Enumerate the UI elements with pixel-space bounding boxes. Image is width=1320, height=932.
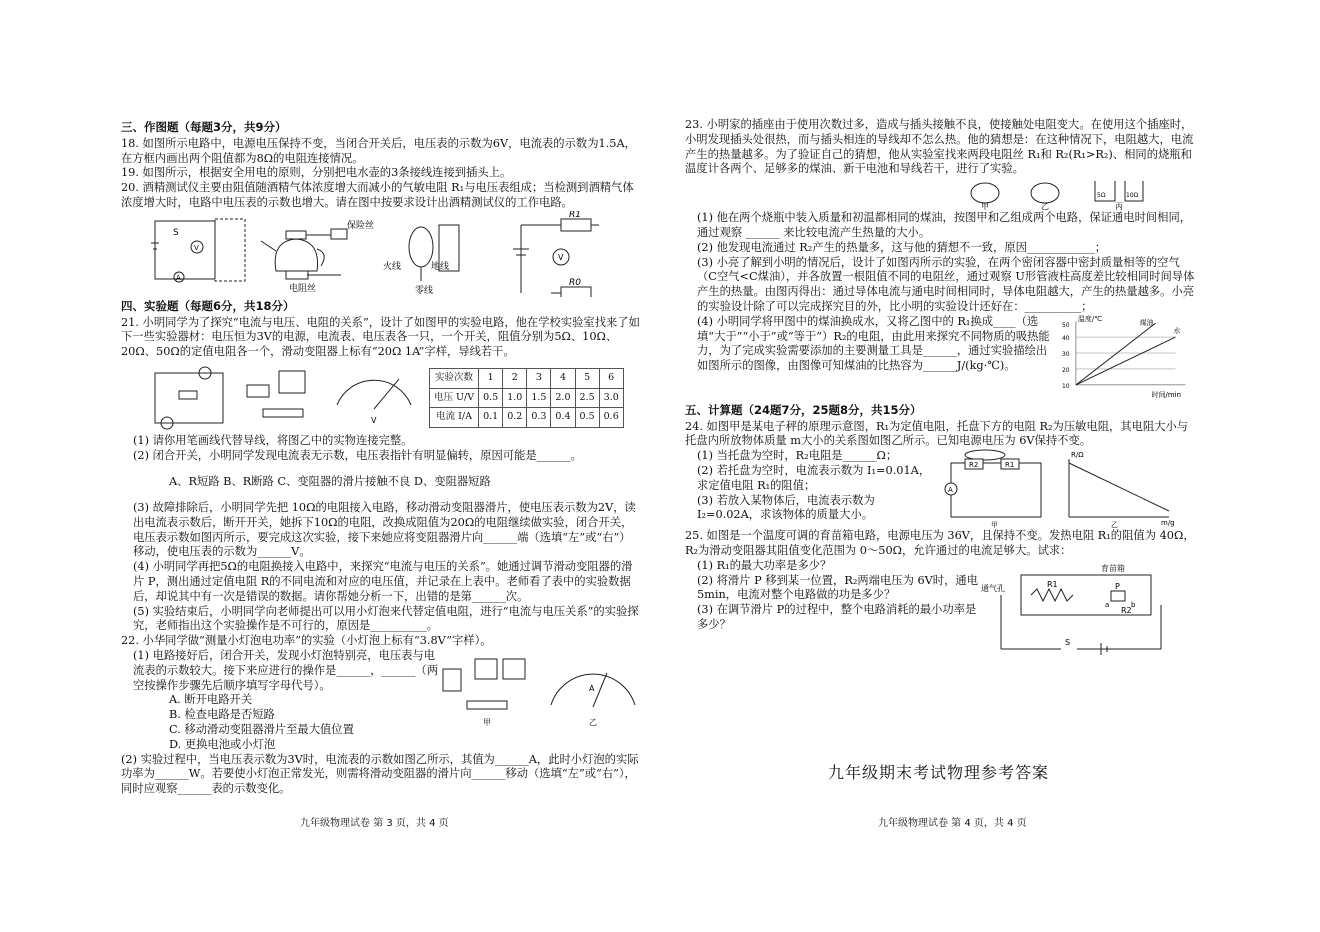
table-cell: 2.5	[575, 388, 599, 408]
table-cell: 实验次数	[430, 368, 479, 388]
table-cell: 2	[503, 368, 527, 388]
fuse-label: 保险丝	[347, 220, 375, 231]
data-table	[429, 368, 624, 428]
footer-left: 九年级物理试卷 第 3 页，共 4 页	[300, 818, 449, 829]
question-21-5: (5) 实验结束后，小明同学向老师提出可以用小灯泡来代替定值电阻，进行“电流与电压关系”的实验探究，老师指出这个实验操作是不可行的，原因是__________。	[133, 604, 639, 633]
question-23: 23. 小明家的插座由于使用次数过多，造成与插头接触不良，使接触处电阻变大。在使用这个插座时，小明发现插头处很热，而与插头相连的导线却不怎么热。他的猜想是：在这种情况下，电阻越大，电流产生的热量越多。为了验证自己的猜想，他从实验室找来两段电阻丝 R₁和 R₂(R₁>R₂)、相同的烧瓶和温度计各两个、足够多的煤油、新干电池和导线若干，进行了实验。	[685, 118, 1194, 176]
q24-block	[685, 449, 1195, 529]
switch-label: S	[1065, 637, 1071, 647]
table-cell: 电流 I/A	[430, 408, 479, 428]
right-page	[685, 118, 1195, 659]
section-5-title: 五、计算题（24题7分，25题8分，共15分）	[685, 402, 922, 417]
footer-right: 九年级物理试卷 第 4 页，共 4 页	[878, 818, 1027, 829]
table-cell: 1.5	[527, 388, 551, 408]
x-axis-label: 时间/min	[1151, 390, 1181, 399]
question-25-1: (1) R₁的最大功率是多少？	[697, 558, 832, 572]
y-tick: 50	[1061, 321, 1070, 329]
question-23-2: (2) 他发现电流通过 R₂产生的热量多，这与他的猜想不一致，原因____________；	[697, 240, 1107, 254]
question-22-1: (1) 电路接好后，闭合开关，发现小灯泡特别亮，电压表与电流表的示数较大。接下来应进行的操作是______，______（两空按操作步骤先后顺序填写字母代号）。	[133, 648, 439, 692]
q24-figures	[941, 449, 1181, 529]
fig-label: 丙	[1115, 202, 1123, 212]
terminal-a-label: a	[1105, 600, 1110, 609]
table-cell: 电压 U/V	[430, 388, 479, 408]
table-cell: 0.5	[575, 408, 599, 428]
question-25-3: (3) 在调节滑片 P的过程中，整个电路消耗的最小功率是多少？	[697, 603, 977, 631]
resistor-10-ohm: 10Ω	[1126, 192, 1139, 200]
y-axis-label: 温度/℃	[1077, 314, 1102, 323]
question-25-2: (2) 将滑片 P 移到某一位置，R₂两端电压为 6V时，通电 5min，电流对整个电路做的功是多少？	[697, 573, 978, 602]
question-21-4: (4) 小明同学再把5Ω的电阻换接入电路中，来探究“电流与电压的关系”。她通过调节滑动变阻器的滑片 P，测出通过定值电阻 R的不同电流和对应的电压值，并记录在上表中。老师看了表中的实验数据后，却说其中有一次是错误的数据。请你帮她分析一下，出错的是第______次。	[133, 560, 633, 603]
table-row	[430, 408, 624, 428]
q22-block	[121, 649, 641, 753]
q20-circuit	[513, 219, 599, 297]
fig-yi-label: 乙	[1111, 521, 1118, 530]
kettle-icon	[261, 229, 347, 279]
question-21-2: (2) 闭合开关，小明同学发现电流表无示数，电压表指针有明显偏转，原因可能是______。	[133, 448, 582, 462]
table-cell: 0.1	[479, 408, 503, 428]
y-tick: 30	[1061, 350, 1070, 358]
option-d: D. 更换电池或小灯泡	[169, 737, 276, 751]
vent-label: 通气孔	[981, 583, 1005, 593]
fig-label: 乙	[1041, 202, 1049, 212]
table-cell: 0.4	[551, 408, 575, 428]
table-row	[430, 388, 624, 408]
left-page	[121, 118, 641, 797]
q21-figures-row	[149, 362, 641, 434]
slider-p-label: P	[1115, 581, 1120, 591]
y-tick: 40	[1061, 334, 1070, 342]
q21-apparatus-diagram	[239, 365, 319, 431]
q20-voltmeter-label: V	[558, 252, 564, 262]
heater-wire-label: 电阻丝	[289, 283, 317, 294]
question-23-1: (1) 他在两个烧瓶中装入质量和初温都相同的煤油，按图甲和乙组成两个电路，保证通电时间相同，通过观察 ______ 来比较电流产生热量的大小。	[697, 211, 1192, 239]
r1-label: R1	[1047, 579, 1058, 589]
option-a: A. 断开电路开关	[169, 693, 253, 707]
voltmeter-dial-icon	[329, 365, 419, 431]
q22-text-column	[121, 649, 439, 753]
table-cell: 3.0	[599, 388, 623, 408]
question-24-2: (2) 若托盘为空时，电流表示数为 I₁=0.01A，求定值电阻 R₁的阻值；	[697, 463, 931, 492]
r1-label: R1	[1005, 461, 1015, 470]
table-cell: 4	[551, 368, 575, 388]
fig-yi-label: 乙	[589, 717, 597, 727]
kerosene-label: 煤油	[1139, 318, 1154, 327]
mass-axis-label: m/g	[1161, 519, 1175, 528]
ammeter-dial-label: A	[589, 683, 595, 693]
question-18: 18. 如图所示电路中，电源电压保持不变，当闭合开关后，电压表的示数为6V，电流表的示数为1.5A，在方框内画出两个阻值都为8Ω的电阻连接情况。	[121, 136, 636, 165]
q25-text-column	[685, 559, 981, 659]
r2-label: R2	[969, 461, 979, 470]
plug-socket-icon	[409, 225, 459, 281]
r0-label: R0	[569, 277, 581, 288]
table-cell: 5	[575, 368, 599, 388]
question-22-2: (2) 实验过程中，当电压表示数为3V时，电流表的示数如图乙所示，其值为______A，此时小灯泡的实际功率为______W。若要使小灯泡正常发光，则需将滑动变阻器的滑片向______移动（选填“左”或“右”），同时应观察______表的示数变化。	[121, 752, 639, 796]
question-23-4: (4) 小明同学将甲图中的煤油换成水，又将乙图中的 R₁换成____（选填“大于”“小于”或“等于”）R₂的电阻，由此用来探究不同物质的吸热能力，为了完成实验需要添加的主要测量工具是______，通过实验描绘出如图所示的图像，由图像可知煤油的比热容为______J/(kg·℃)。	[697, 314, 1050, 373]
switch-label: S	[173, 227, 179, 238]
question-22: 22. 小华同学做“测量小灯泡电功率”的实验（小灯泡上标有“3.8V”字样）。	[121, 634, 492, 648]
q23-4-block	[685, 315, 1195, 401]
table-cell: 1	[479, 368, 503, 388]
r2-label: R2	[1121, 605, 1132, 615]
ammeter-label: A	[176, 273, 181, 282]
question-24: 24. 如图甲是某电子秤的原理示意图，R₁为定值电阻，托盘下方的电阻 R₂为压敏电阻，其电阻大小与托盘内所放物体质量 m大小的关系图如图乙所示。已知电源电压为 6V保持不变。	[685, 419, 1189, 448]
seedling-box-label: 育苗箱	[1101, 563, 1125, 573]
voltmeter-label: V	[194, 243, 199, 252]
section-4-title: 四、实验题（每题6分，共18分）	[121, 298, 295, 313]
question-21: 21. 小明同学为了探究“电流与电压、电阻的关系”，设计了如图甲的实验电路，他在学校实验室找来了如下一些实验器材：电压恒为3V的电源，电流表、电压表各一只，一个开关，阻值分别为5Ω、10Ω、20Ω、50Ω的定值电阻各一个，滑动变阻器上标有“20Ω 1A”字样，导线若干。	[121, 315, 640, 359]
table-header-row	[430, 368, 624, 388]
question-21-2-options: A、R短路 B、R断路 C、变阻器的滑片接触不良 D、变阻器短路	[169, 474, 491, 488]
question-20: 20. 酒精测试仪主要由阻值随酒精气体浓度增大而减小的气敏电阻 R₁与电压表组成；当检测到酒精气体浓度增大时，电路中电压表的示数也增大。请在图中按要求设计出酒精测试仪的工作电路。	[121, 181, 634, 209]
table-cell: 0.5	[479, 388, 503, 408]
voltmeter-unit: V	[371, 415, 377, 425]
option-b: B. 检查电路是否短路	[169, 708, 275, 722]
question-24-3: (3) 若放入某物体后，电流表示数为 I₂=0.02A，求该物体的质量大小。	[697, 493, 875, 522]
section-3-title: 三、作图题（每题3分，共9分）	[121, 120, 287, 134]
question-21-1: (1) 请你用笔画线代替导线，将图乙中的实物连接完整。	[133, 433, 413, 447]
r1-label: R1	[569, 210, 581, 220]
table-cell: 0.6	[599, 408, 623, 428]
table-cell: 3	[527, 368, 551, 388]
r-ohm-axis-label: R/Ω	[1071, 451, 1084, 460]
water-line	[1075, 337, 1175, 385]
question-24-1: (1) 当托盘为空时，R₂电阻是______Ω；	[697, 449, 898, 463]
temperature-time-graph	[1056, 315, 1195, 401]
question-23-3: (3) 小亮了解到小明的情况后，设计了如图丙所示的实验，在两个密闭容器中密封质量相等的空气（C空气<C煤油），并各放置一根阻值不同的电阻丝，通过观察 U形管液柱高度差比较相同时间导体产生的热量。由图丙得出：通过导体电流与通电时间相同时，导体电阻越大，产生的热量越多。小亮的实验设计除了可以完成探究目的外，比小明的实验设计还好在：__________；	[697, 255, 1195, 313]
q23-apparatus-figure	[685, 177, 1145, 211]
drawing-questions-figures	[121, 211, 601, 297]
live-wire-label: 火线	[383, 261, 402, 272]
fig-jia-label: 甲	[991, 521, 998, 530]
question-19: 19. 如图所示，根据安全用电的原则，分别把电水壶的3条接线连接到插头上。	[121, 166, 512, 180]
resistor-5-ohm: 5Ω	[1097, 192, 1106, 200]
kerosene-line	[1075, 323, 1155, 385]
y-tick: 20	[1061, 366, 1070, 374]
table-cell: 0.2	[503, 408, 527, 428]
q22-figures	[439, 649, 639, 729]
ammeter-label: A	[948, 486, 953, 495]
ground-wire-label: 地线	[431, 261, 450, 272]
q25-circuit-diagram	[981, 559, 1171, 659]
y-tick: 10	[1061, 382, 1070, 390]
fig-jia-label: 甲	[483, 717, 491, 727]
table-cell: 6	[599, 368, 623, 388]
table-cell: 0.3	[527, 408, 551, 428]
table-cell: 1.0	[503, 388, 527, 408]
terminal-b-label: b	[1131, 600, 1136, 609]
question-21-3: (3) 故障排除后，小明同学先把 10Ω的电阻接入电路，移动滑动变阻器滑片，使电压表示数为2V，读出电流表示数后，断开开关，她拆下10Ω的电阻，改换成阻值为20Ω的电阻继续做实验，闭合开关，电压表示数如图丙所示，要完成这次实验，接下来她应将变阻器滑片向______端（选填“左”或“右”）移动，使电压表的示数为______V。	[133, 500, 636, 559]
answer-key-title: 九年级期末考试物理参考答案	[828, 763, 1050, 782]
option-c: C. 移动滑动变阻器滑片至最大值位置	[169, 722, 354, 736]
neutral-wire-label: 零线	[415, 285, 434, 296]
q25-block	[685, 559, 1195, 659]
table-cell: 2.0	[551, 388, 575, 408]
question-25: 25. 如图是一个温度可调的育苗箱电路，电源电压为 36V，且保持不变。发热电阻 R₁的阻值为 40Ω，R₂为滑动变阻器其阻值变化范围为 0～50Ω，允许通过的电流足够大。试求：	[685, 529, 1195, 557]
fig-label: 甲	[981, 202, 989, 212]
q21-circuit-diagram	[149, 365, 229, 431]
q24-text-column	[685, 449, 941, 529]
water-label: 水	[1173, 326, 1181, 335]
